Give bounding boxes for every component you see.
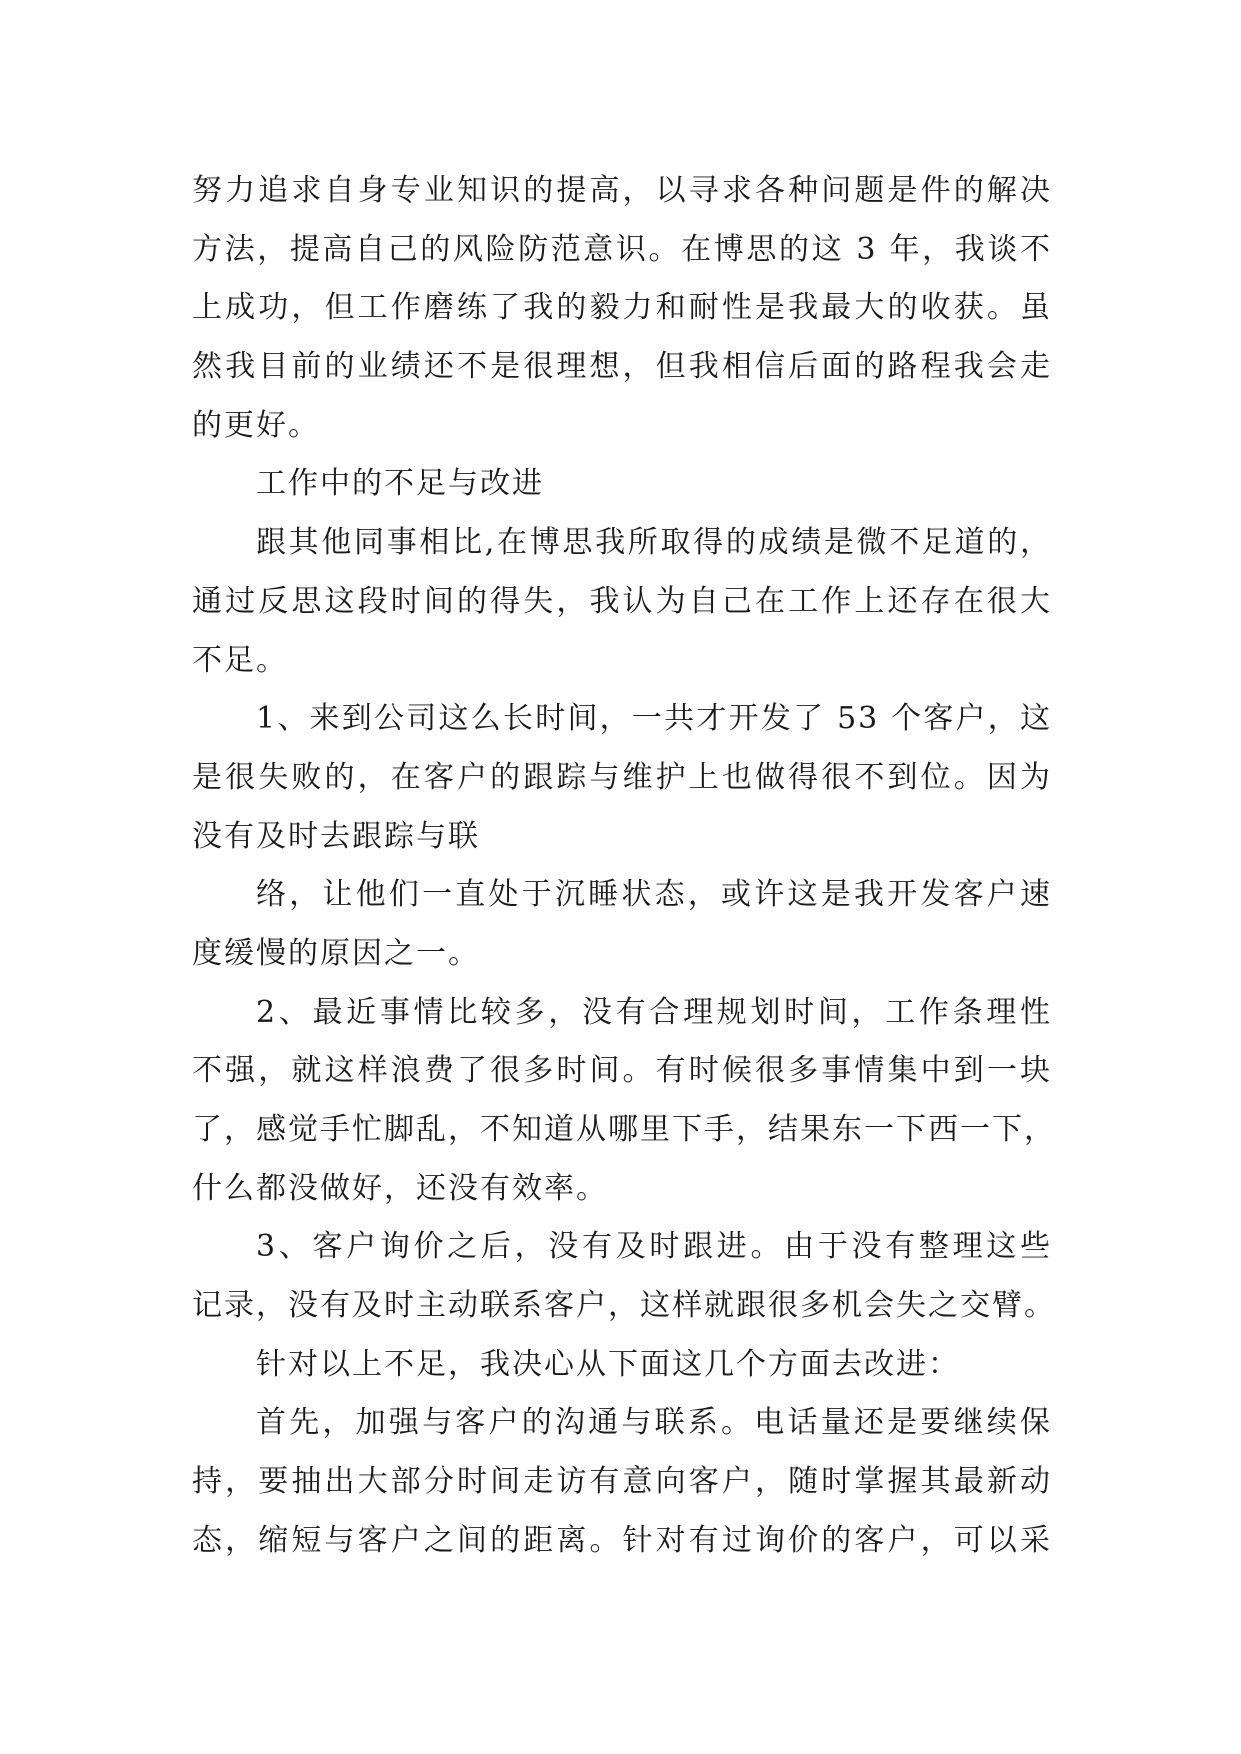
text-line: 持，要抽出大部分时间走访有意向客户，随时掌握其最新动: [192, 1464, 1052, 1500]
text-line: 络，让他们一直处于沉睡状态，或许这是我开发客户速: [256, 877, 1052, 913]
document-body: [192, 162, 1056, 1571]
text-line: 上成功，但工作磨练了我的毅力和耐性是我最大的收获。虽: [192, 290, 1052, 326]
text-line: 首先，加强与客户的沟通与联系。电话量还是要继续保: [256, 1405, 1052, 1441]
text-line: 的更好。: [192, 407, 320, 443]
text-line: 记录，没有及时主动联系客户，这样就跟很多机会失之交臂。: [192, 1288, 1056, 1324]
text-line: 2、最近事情比较多，没有合理规划时间，工作条理性: [256, 994, 1052, 1030]
text-line: 1、来到公司这么长时间，一共才开发了 53 个客户，这: [256, 701, 1052, 737]
text-line: 工作中的不足与改进: [256, 466, 544, 502]
text-line: 3、客户询价之后，没有及时跟进。由于没有整理这些: [256, 1229, 1052, 1265]
text-line: 态，缩短与客户之间的距离。针对有过询价的客户，可以采: [192, 1522, 1052, 1558]
text-line: 度缓慢的原因之一。: [192, 935, 480, 971]
text-line: 不强，就这样浪费了很多时间。有时候很多事情集中到一块: [192, 1053, 1052, 1089]
text-line: 通过反思这段时间的得失，我认为自己在工作上还存在很大: [192, 583, 1052, 619]
text-line: 没有及时去跟踪与联: [192, 818, 480, 854]
text-line: 跟其他同事相比,在博思我所取得的成绩是微不足道的，: [256, 525, 1052, 561]
text-line: 努力追求自身专业知识的提高，以寻求各种问题是件的解决: [192, 173, 1052, 208]
text-line: 了，感觉手忙脚乱，不知道从哪里下手，结果东一下西一下，: [192, 1112, 1056, 1147]
text-line: 不足。: [192, 642, 288, 678]
text-line: 然我目前的业绩还不是很理想，但我相信后面的路程我会走: [192, 349, 1052, 385]
text-line: 是很失败的，在客户的跟踪与维护上也做得很不到位。因为: [192, 759, 1052, 795]
text-line: 针对以上不足，我决心从下面这几个方面去改进：: [256, 1346, 960, 1382]
text-line: 方法，提高自己的风险防范意识。在博思的这 3 年，我谈不: [192, 231, 1052, 267]
text-line: 什么都没做好，还没有效率。: [192, 1170, 608, 1206]
